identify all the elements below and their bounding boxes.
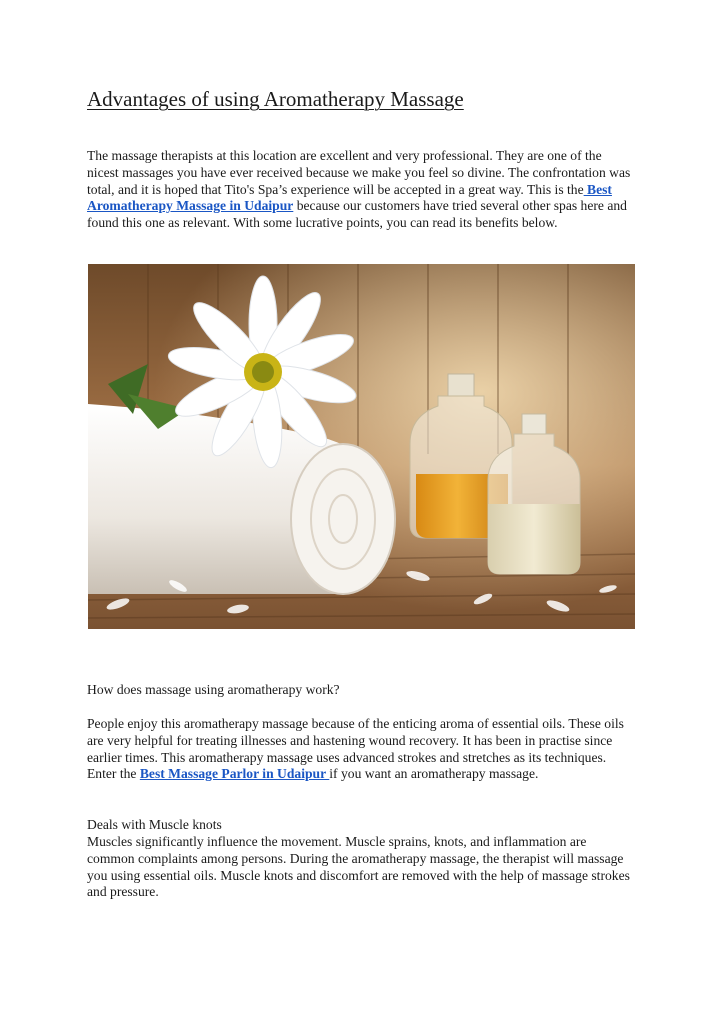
intro-text-before: The massage therapists at this location are excellent and very professional. They are one of the nicest massages you have ever received because we make you feel so divine. The confrontation was total, and it is hoped that Tito's Spa’s experience will be accepted in a great way. This is the — [87, 148, 631, 197]
section-heading-how-it-works: How does massage using aromatherapy work? — [87, 682, 340, 697]
spa-photo — [88, 264, 635, 629]
how-it-works-paragraph — [87, 716, 635, 783]
section-heading-muscle-knots: Deals with Muscle knots — [87, 817, 222, 832]
how-it-works-text-before: People enjoy this aromatherapy massage because of the enticing aroma of essential oils. These oils are very helpful for treating illnesses and hastening wound recovery. It has been in practise since earlier times. This aromatherapy massage uses advanced strokes and stretches as its techniques. Enter the — [87, 716, 624, 782]
muscle-knots-paragraph: Muscles significantly influence the movement. Muscle sprains, knots, and inflammation are common complaints among persons. During the aromatherapy massage, the therapist will massage you using essential oils. Muscle knots and discomfort are removed with the help of massage strokes and pressure. — [87, 834, 630, 900]
best-aromatherapy-massage-link[interactable]: Best Aromatherapy Massage in Udaipur — [87, 181, 612, 214]
intro-text-after: because our customers have tried several other spas here and found this one as relevant. With some lucrative points, you can read its benefits below. — [87, 198, 627, 231]
how-it-works-text-after: if you want an aromatherapy massage. — [329, 766, 539, 782]
page-title: Advantages of using Aromatherapy Massage — [87, 87, 464, 111]
best-massage-parlor-link[interactable]: Best Massage Parlor in Udaipur — [139, 766, 330, 782]
intro-paragraph — [87, 148, 635, 232]
